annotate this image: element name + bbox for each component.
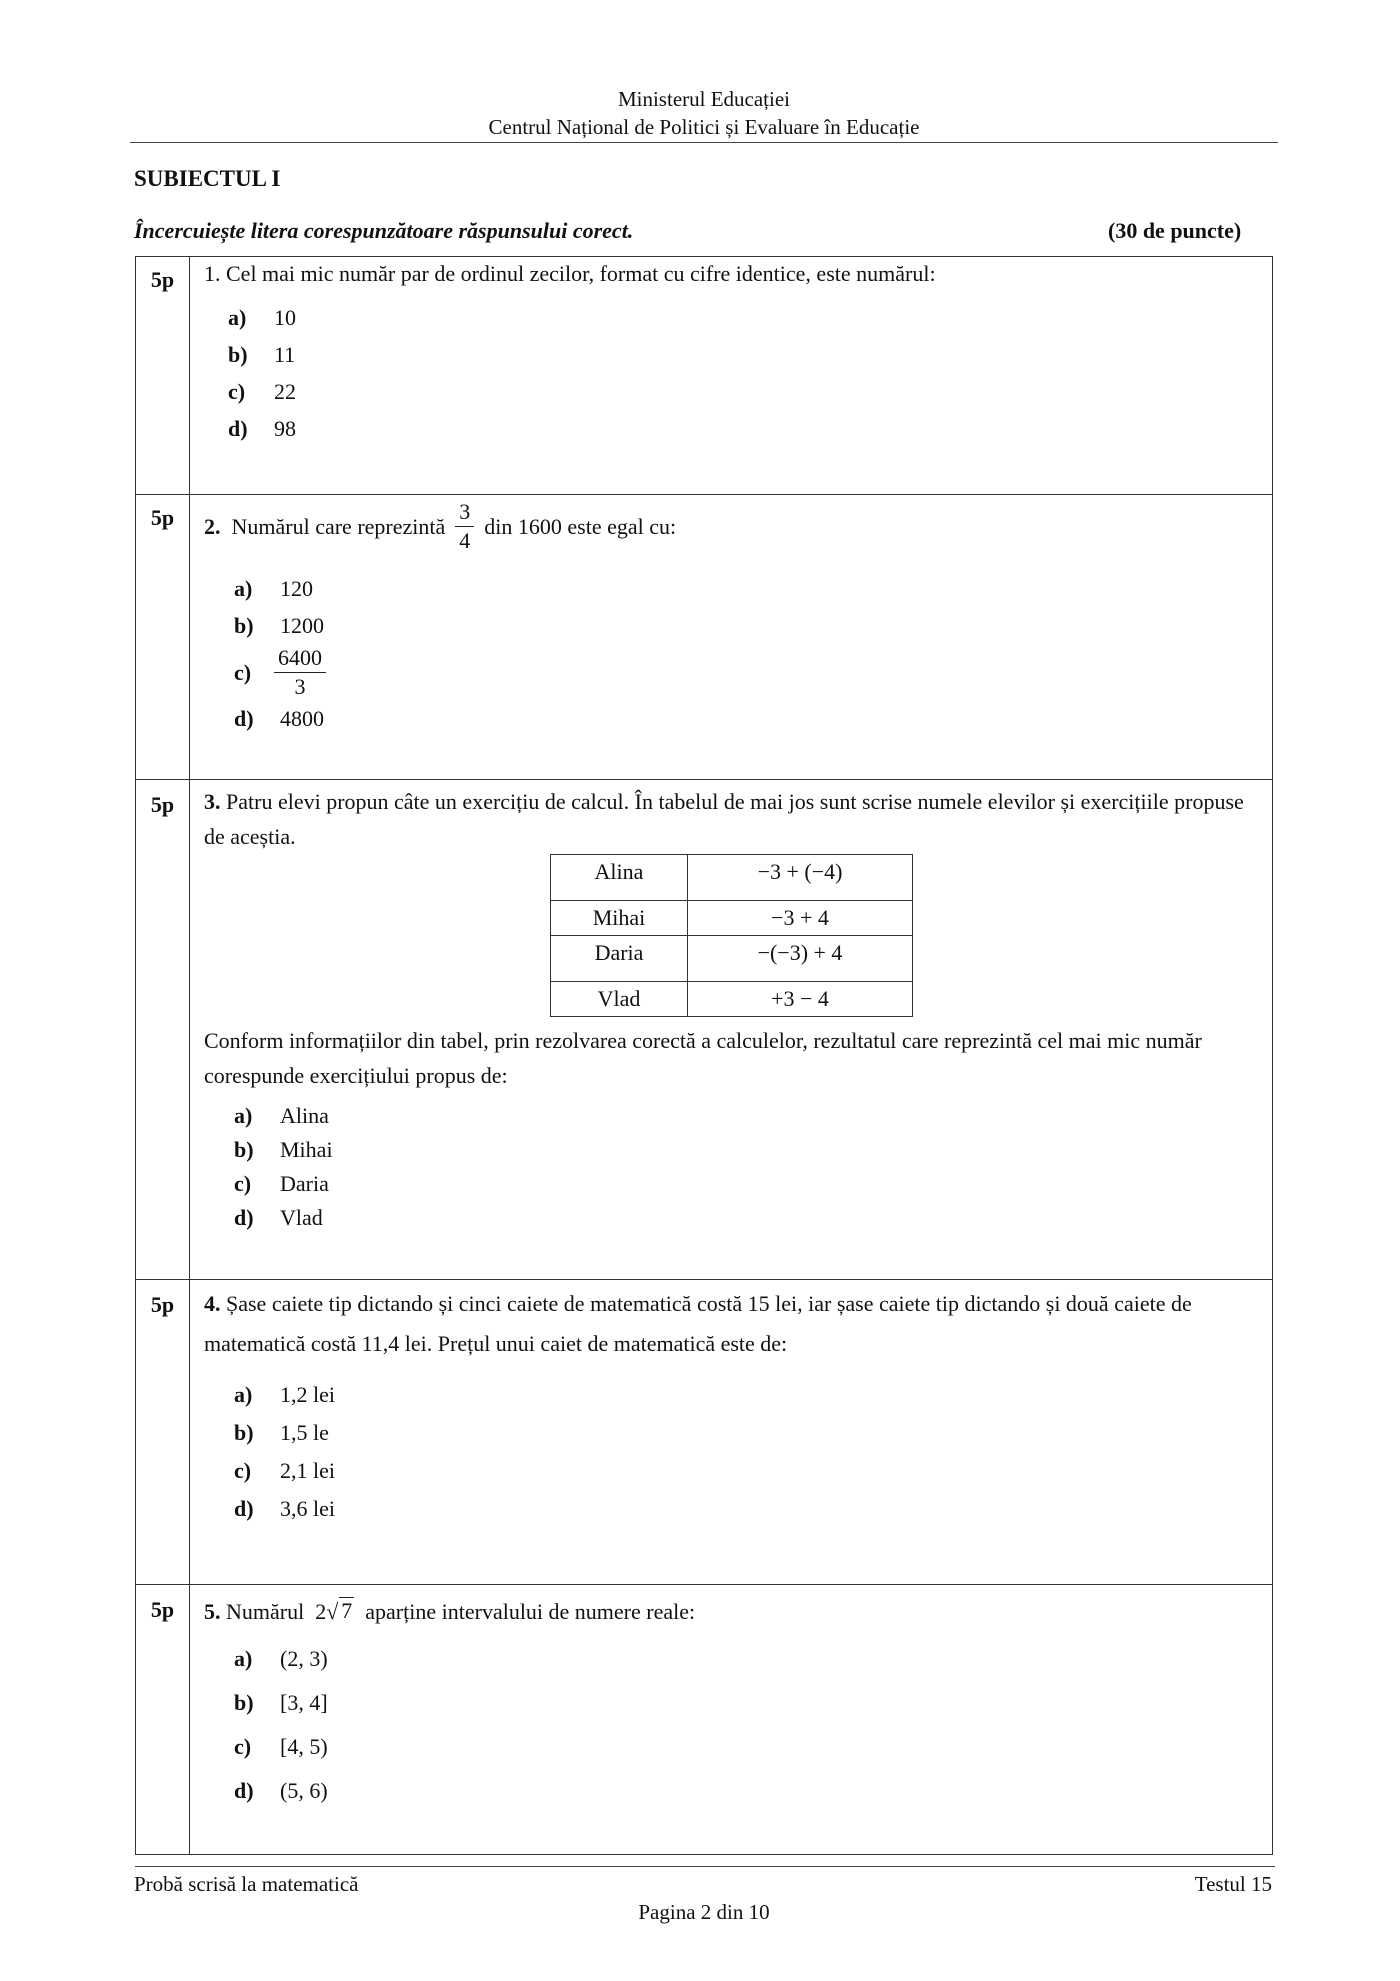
question-5: [190, 1585, 1273, 1855]
question-row-2: [136, 495, 1273, 780]
header-rule: [130, 142, 1278, 143]
option-d[interactable]: d) Vlad: [234, 1205, 323, 1230]
option-c[interactable]: c) 22: [228, 379, 296, 404]
question-text-2: Conform informațiilor din tabel, prin rezolvarea corectă a calculelor, rezultatul care reprezintă cel mai mic număr corespunde exercițiului propus de:: [204, 1028, 1202, 1088]
option-c[interactable]: c) 2,1 lei: [234, 1458, 335, 1483]
question-4: [190, 1280, 1273, 1585]
score-cell: 5p: [136, 1280, 190, 1585]
option-b[interactable]: b) Mihai: [234, 1137, 333, 1162]
question-text: 5. Numărul 2 √ 7 aparține intervalului de numere reale:: [204, 1585, 1272, 1627]
student-name: Mihai: [551, 901, 688, 936]
score-cell: 5p: [136, 495, 190, 780]
footer-rule: [135, 1866, 1275, 1867]
section-instruction: Încercuiește litera corespunzătoare răspunsului corect.: [134, 218, 634, 243]
score-cell: 5p: [136, 257, 190, 495]
question-text: 1. Cel mai mic număr par de ordinul zecilor, format cu cifre identice, este numărul:: [204, 261, 936, 286]
header-ministry: Ministerul Educației: [617, 87, 791, 111]
option-c[interactable]: c) Daria: [234, 1171, 329, 1196]
question-row-1: [136, 257, 1273, 495]
question-2: [190, 495, 1273, 780]
option-a[interactable]: a) 10: [228, 305, 296, 330]
section-title: SUBIECTUL I: [134, 166, 281, 191]
option-c[interactable]: c) $\frac{6400}{3}$: [234, 644, 1272, 700]
option-b[interactable]: b) 1,5 le: [234, 1420, 329, 1445]
section-points: (30 de puncte): [1108, 218, 1242, 243]
student-exercise: −3 + 4: [688, 901, 913, 936]
question-row-5: [136, 1585, 1273, 1855]
question-text: 2. Numărul care reprezintă $\frac{3}{4}$ din 1600 este egal cu:: [204, 499, 677, 553]
option-b[interactable]: b) 11: [228, 342, 296, 367]
option-b[interactable]: b) 1200: [234, 613, 324, 638]
question-1: [190, 257, 1273, 495]
option-a[interactable]: a) 120: [234, 576, 313, 601]
footer-test: Testul 15: [1194, 1872, 1272, 1896]
student-exercise: −3 + (−4): [688, 855, 913, 901]
option-d[interactable]: d) 3,6 lei: [234, 1496, 335, 1521]
questions-table: [135, 256, 1273, 1855]
question-3: [190, 780, 1273, 1280]
student-exercise: +3 − 4: [688, 982, 913, 1017]
header-center: Centrul Național de Politici și Evaluare în Educație: [488, 115, 920, 139]
footer-subject: Probă scrisă la matematică: [134, 1872, 359, 1896]
question-row-4: [136, 1280, 1273, 1585]
option-b[interactable]: b) [3, 4]: [234, 1690, 328, 1715]
square-root: √ 7: [326, 1598, 353, 1624]
score-cell: 5p: [136, 780, 190, 1280]
option-a[interactable]: a) 1,2 lei: [234, 1382, 335, 1407]
student-name: Alina: [551, 855, 688, 901]
option-d[interactable]: d) (5, 6): [234, 1778, 328, 1803]
option-d[interactable]: d) 4800: [234, 706, 324, 731]
footer-page: Pagina 2 din 10: [638, 1900, 770, 1924]
option-c[interactable]: c) [4, 5): [234, 1734, 328, 1759]
student-exercise: −(−3) + 4: [688, 936, 913, 982]
question-row-3: [136, 780, 1273, 1280]
fraction: $\frac{3}{4}$: [455, 501, 474, 552]
score-cell: 5p: [136, 1585, 190, 1855]
option-d[interactable]: d) 98: [228, 416, 296, 441]
question-text: 3. Patru elevi propun câte un exercițiu de calcul. În tabelul de mai jos sunt scrise numele elevilor și exercițiile propuse de aceștia.: [204, 789, 1244, 849]
option-a[interactable]: a) (2, 3): [234, 1646, 328, 1671]
student-name: Vlad: [551, 982, 688, 1017]
exercises-table: [550, 854, 913, 1017]
option-a[interactable]: a) Alina: [234, 1103, 329, 1128]
question-text: 4. Șase caiete tip dictando și cinci caiete de matematică costă 15 lei, iar șase caiete tip dictando și două caiete de matematică costă 11,4 lei. Prețul unui caiet de matematică este de:: [204, 1291, 1192, 1356]
student-name: Daria: [551, 936, 688, 982]
